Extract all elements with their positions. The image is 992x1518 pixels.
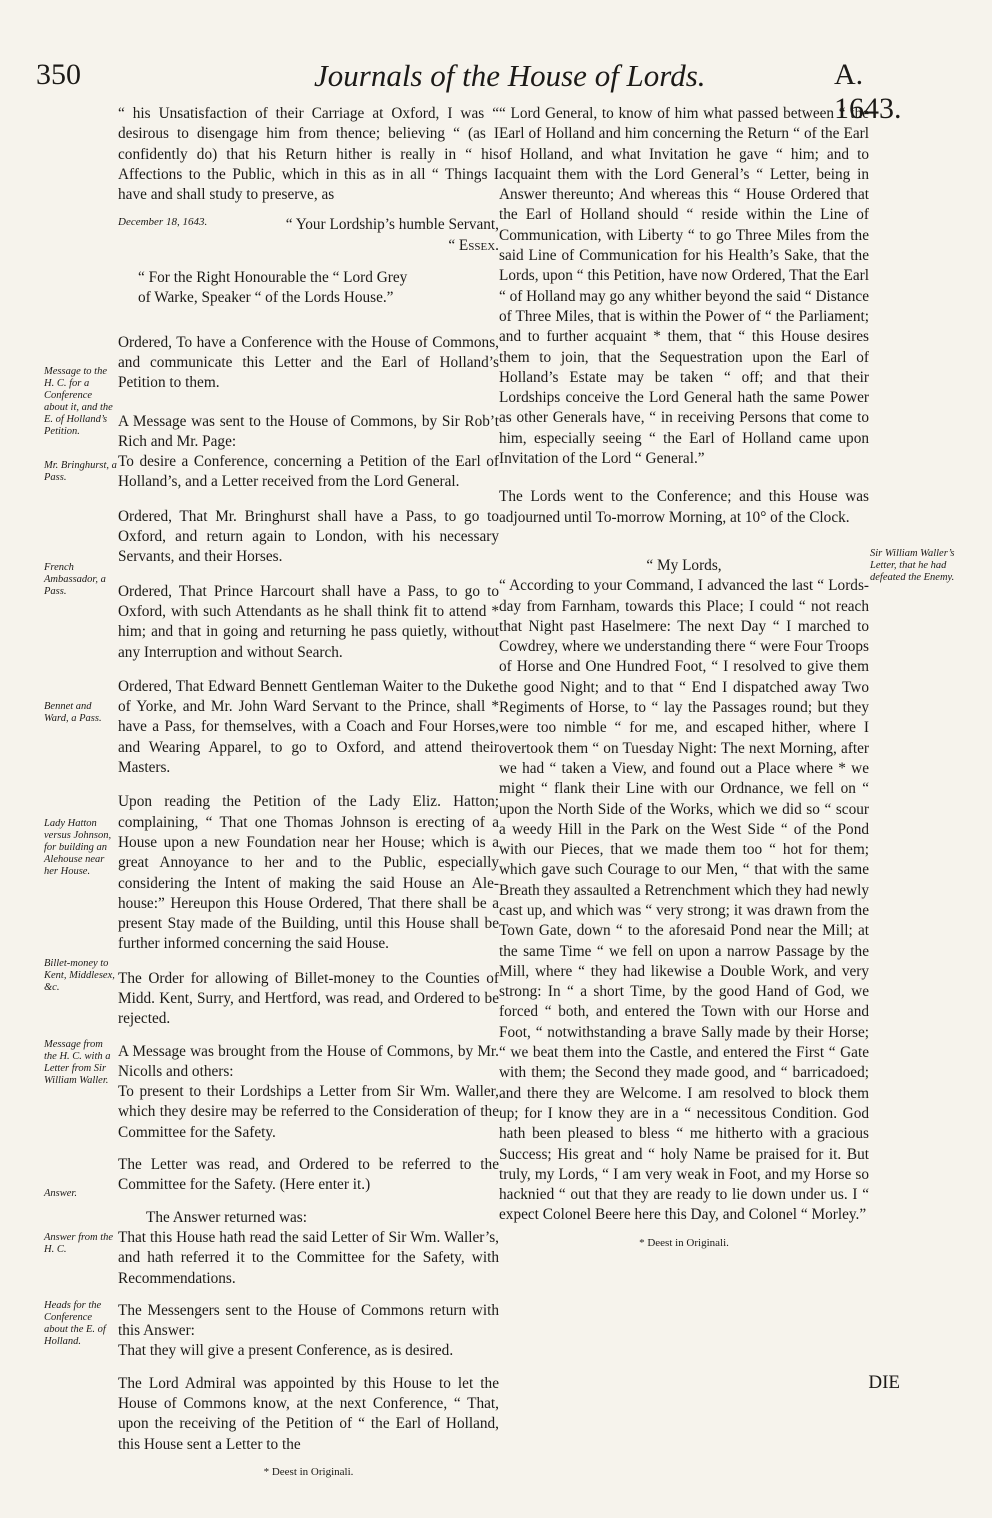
paragraph: To desire a Conference, concerning a Petition of the Earl of Holland’s, and a Letter received from the Lord General. xyxy=(118,453,499,491)
paragraph: The Lord Admiral was appointed by this House to let the House of Commons know, at the next Conference, “ That, upon the receiving of the Petition of “ the Earl of Holland, this House sent a Letter to the xyxy=(118,1374,499,1453)
paragraph: The Letter was read, and Ordered to be referred to the Committee for the Safety. (Here enter it.) xyxy=(118,1156,499,1194)
margin-note: Message from the H. C. with a Letter from Sir William Waller. xyxy=(44,1039,111,1086)
paragraph: The Answer returned was: xyxy=(146,1208,307,1226)
paragraph: Ordered, To have a Conference with the House of Commons, and communicate this Letter and the Earl of Holland’s Petition to them. xyxy=(118,333,499,392)
signature: “ Essex. xyxy=(448,236,499,254)
margin-note: Message to the H. C. for a Conference about it, and the E. of Holland’s Petition. xyxy=(44,366,113,437)
paragraph: That they will give a present Conference, as is desired. xyxy=(118,1342,454,1360)
margin-note: Answer from the H. C. xyxy=(44,1232,114,1255)
paragraph: Ordered, That Mr. Bringhurst shall have a Pass, to go to Oxford, and return again to London, with his necessary Servants, and their Horses. xyxy=(118,507,499,566)
footnote: * Deest in Originali. xyxy=(639,1236,729,1249)
closing-line: “ Your Lordship’s humble Servant, xyxy=(285,216,499,234)
margin-note: Billet-money to Kent, Middlesex, &c. xyxy=(44,958,115,993)
paragraph: Ordered, That Prince Harcourt shall have a Pass, to go to Oxford, with such Attendants as he shall think fit to attend * him; and that in going and returning he pass quietly, without any Interruption and without Search. xyxy=(118,582,499,661)
paragraph: Upon reading the Petition of the Lady Eliz. Hatton; complaining, “ That one Thomas Johnson is erecting of a House upon a new Foundation near her House; which is a great Annoyance to her and to the Public, especially considering the Intent of making the said House an Ale-house:” Hereupon this House Ordered, That there shall be a present Stay made of the Building, until this House shall be further informed concerning the said House. xyxy=(118,793,499,953)
page-header xyxy=(28,58,918,125)
footnote: * Deest in Originali. xyxy=(263,1465,354,1478)
page-number: 350 xyxy=(36,58,81,91)
page-year: A. 1643. xyxy=(834,58,902,125)
letter-date: December 18, 1643. xyxy=(118,216,208,229)
paragraph: “ Lord General, to know of him what passed between “ the Earl of Holland and him concerning the Return “ of the Earl of Holland, and what Invitation he gave “ him; and to acquaint them with the Lord General’s “ Letter, being in Answer thereunto; And whereas this “ House Ordered that the Earl of Holland should “ reside within the Line of Communication, with Liberty “ to go Three Miles from the said Line of Communication for his Health’s Sake, that the Lords, upon “ this Petition, have now Ordered, That the Earl “ of Holland may go any whither beyond the said “ Distance of Three Miles, that is within the Power of “ the Parliament; and to further acquaint * them, that “ this House desires them to join, that the Sequestration upon the Earl of Holland’s Estate may be taken “ off; and that their Lordships conceive the Lord General hath the same Power as other Generals have, “ in receiving Persons that come to him, especially seeing “ the Earl of Holland came upon Invitation of the Lord “ General.” xyxy=(499,105,869,468)
margin-note: Mr. Bringhurst, a Pass. xyxy=(44,460,117,483)
letter-text: “ his Unsatisfaction of their Carriage at Oxford, I was “ desirous to disengage him from thence; believing “ (as I confidently do) that his Return hither is really in “ his Affections to the Public, which in this as in all “ Things I have and shall study to preserve, as xyxy=(118,105,499,204)
letter-signature-block xyxy=(118,215,499,256)
paragraph: That this House hath read the said Letter of Sir Wm. Waller’s, and hath referred it to the Committee for the Safety, with Recommendations. xyxy=(118,1228,499,1287)
paragraph: To present to their Lordships a Letter from Sir Wm. Waller, which they desire may be referred to the Consideration of the Committee for the Safety. xyxy=(118,1083,499,1141)
right-column xyxy=(499,104,869,1250)
salutation: “ My Lords, xyxy=(646,556,722,574)
paragraph: Ordered, That Edward Bennett Gentleman Waiter to the Duke of Yorke, and Mr. John Ward Servant to the Prince, shall * have a Pass, for themselves, with a Coach and Four Horses, and Wearing Apparel, to go to Oxford, and attend their Masters. xyxy=(118,677,499,777)
paragraph: The Order for allowing of Billet-money to the Counties of Midd. Kent, Surry, and Hertford, was read, and Ordered to be rejected. xyxy=(118,969,499,1028)
paragraph: A Message was sent to the House of Commons, by Sir Rob’t Rich and Mr. Page: xyxy=(118,412,499,450)
paragraph: The Messengers sent to the House of Commons return with this Answer: xyxy=(118,1301,499,1340)
margin-note: Bennet and Ward, a Pass. xyxy=(44,701,102,724)
margin-note: Answer. xyxy=(44,1188,77,1199)
running-title: Journals of the House of Lords. xyxy=(314,58,706,93)
margin-note: French Ambassador, a Pass. xyxy=(44,562,106,597)
letter-closing xyxy=(286,215,499,256)
paragraph: The Lords went to the Conference; and this House was adjourned until To-morrow Morning, at 10° of the Clock. xyxy=(499,488,869,526)
letter-text: “ According to your Command, I advanced the last “ Lords-day from Farnham, towards this Place; I could “ not reach that Night past Haselmere: The next Day “ I marched to Cowdrey, where we understanding there “ were Four Troops of Horse and One Hundred Foot, “ I resolved to give them the good Night; and to that “ End I dispatched away Two Regiments of Horse, to “ lay the Passages round; but they were too nimble “ for me, and escaped hither, where I overtook them “ on Tuesday Night: The next Morning, after we had “ taken a View, and found out a Place where * we might “ flank their Line with our Ordnance, we fell on “ upon the North Side of the Works, which we did so “ scour a weedy Hill in the Park on the West Side “ of the Pond with our Pieces, that we made them too “ hot for them; which gave such Courage to our Men, “ that with the same Breath they assaulted a Retrenchment which they had newly cast up, and which was “ very strong; it was drawn from the Town Gate, down “ to the aforesaid Pond near the Mill; at the same Time “ we fell on upon a narrow Passage by the Mill, where “ they had likewise a Double Work, and very strong: In “ a short Time, by the good Hand of God, we forced “ both, and entered the Town with our Horse and Foot, “ notwithstanding a brave Sally made by their Horse; “ we beat them into the Castle, and entered the First “ Gate with them; the Second they made good, and “ barricadoed; and there they are Welcome. I am resolved to block them up; for I know they are in a “ necessitous Condition. God hath been pleased to bless “ me hitherto with a gracious Success; His great and “ holy Name be praised for it. But truly, my Lords, “ I am very weak in Foot, and my Horse so hacknied “ out that they are ready to lie down under us. I “ expect Colonel Beere here this Day, and Colonel “ Morley.” xyxy=(499,577,869,1224)
margin-note: Sir William Waller’s Letter, that he had defeated the Enemy. xyxy=(870,548,955,583)
left-column xyxy=(118,104,499,1479)
paragraph: A Message was brought from the House of Commons, by Mr. Nicolls and others: xyxy=(118,1042,499,1080)
letter-address: “ For the Right Honourable the “ Lord Grey of Warke, Speaker “ of the Lords House.” xyxy=(138,269,408,307)
catchword: DIE xyxy=(868,1372,900,1393)
margin-note: Heads for the Conference about the E. of Holland. xyxy=(44,1300,106,1347)
margin-note: Lady Hatton versus Johnson, for building an Alehouse near her House. xyxy=(44,818,112,877)
